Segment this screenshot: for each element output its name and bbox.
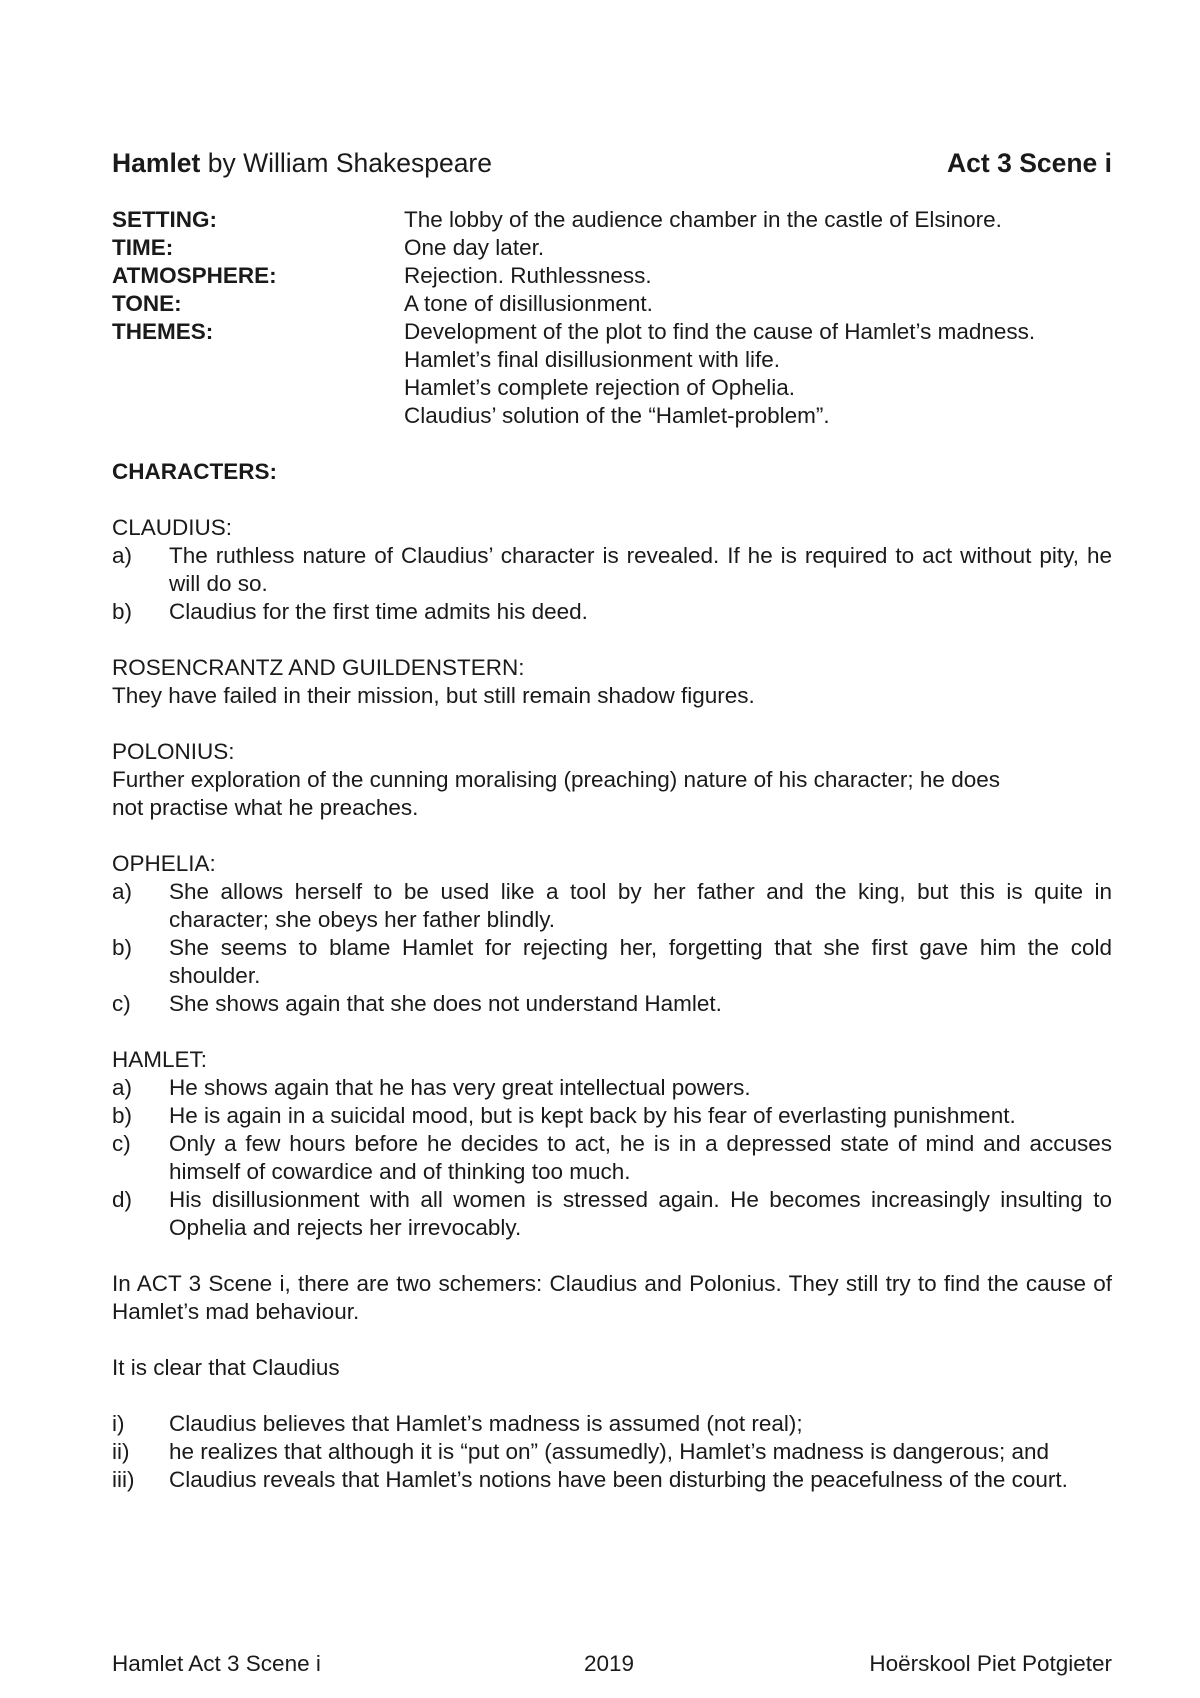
characters-heading: CHARACTERS: (112, 459, 277, 484)
list-marker: c) (112, 1131, 131, 1156)
meta-row (112, 234, 1112, 262)
list-item (112, 1410, 1112, 1438)
hamlet-section (112, 1046, 1112, 1242)
list-text: The ruthless nature of Claudius’ character is revealed. If he is required to act without pity, he will do so. (169, 543, 1112, 596)
character-name: ROSENCRANTZ AND GUILDENSTERN: (112, 655, 525, 680)
meta-value: Claudius’ solution of the “Hamlet-problem”. (404, 403, 830, 428)
page-title (112, 146, 492, 180)
list-marker: a) (112, 879, 133, 904)
character-text: They have failed in their mission, but still remain shadow figures. (112, 683, 755, 708)
meta-value: The lobby of the audience chamber in the castle of Elsinore. (404, 207, 1002, 232)
meta-row (112, 290, 1112, 318)
list-text: Claudius reveals that Hamlet’s notions have been disturbing the peacefulness of the court. (169, 1467, 1068, 1492)
footer-left: Hamlet Act 3 Scene i (112, 1651, 321, 1676)
meta-value: Hamlet’s complete rejection of Ophelia. (404, 375, 796, 400)
document-body (112, 146, 1112, 1494)
list-text: He shows again that he has very great intellectual powers. (169, 1075, 751, 1100)
meta-value: Rejection. Ruthlessness. (404, 263, 652, 288)
list-item (112, 1074, 1112, 1102)
list-item (112, 598, 1112, 626)
paragraph-text: It is clear that Claudius (112, 1355, 340, 1380)
list-marker: b) (112, 1103, 133, 1128)
list-text: She seems to blame Hamlet for rejecting her, forgetting that she first gave him the cold shoulder. (169, 935, 1112, 988)
character-name: POLONIUS: (112, 739, 235, 764)
meta-label (112, 402, 404, 430)
list-marker: b) (112, 935, 133, 960)
list-marker: i) (112, 1411, 125, 1436)
clear-intro-paragraph (112, 1354, 1112, 1382)
list-item (112, 1130, 1112, 1186)
list-text: She shows again that she does not understand Hamlet. (169, 991, 722, 1016)
meta-label (112, 346, 404, 374)
list-marker: c) (112, 991, 131, 1016)
meta-label: THEMES: (112, 319, 214, 344)
list-text: Claudius believes that Hamlet’s madness is assumed (not real); (169, 1411, 803, 1436)
character-name: OPHELIA: (112, 851, 216, 876)
rosencrantz-section (112, 654, 1112, 710)
list-marker: a) (112, 543, 133, 568)
scene-label: Act 3 Scene i (947, 148, 1112, 178)
title-rest: by William Shakespeare (200, 148, 492, 178)
title-bold: Hamlet (112, 148, 201, 178)
meta-row (112, 402, 1112, 430)
list-item (112, 1186, 1112, 1242)
paragraph-text: In ACT 3 Scene i, there are two schemers: Claudius and Polonius. They still try to find the cause of Hamlet’s mad behaviour. (112, 1271, 1112, 1324)
meta-value: Hamlet’s final disillusionment with life. (404, 347, 780, 372)
list-text: Only a few hours before he decides to act, he is in a depressed state of mind and accuses himself of cowardice and of thinking too much. (169, 1131, 1112, 1184)
meta-table (112, 206, 1112, 430)
meta-row (112, 262, 1112, 290)
list-item (112, 542, 1112, 598)
claudius-conclusions-list (112, 1410, 1112, 1494)
character-list (112, 542, 1112, 626)
list-marker: a) (112, 1075, 133, 1100)
list-item (112, 1466, 1112, 1494)
footer-right: Hoërskool Piet Potgieter (869, 1651, 1112, 1676)
character-list (112, 1074, 1112, 1242)
document-header (112, 146, 1112, 180)
meta-label: SETTING: (112, 207, 217, 232)
ophelia-section (112, 850, 1112, 1018)
schemers-paragraph (112, 1270, 1112, 1326)
meta-row (112, 374, 1112, 402)
character-list (112, 878, 1112, 1018)
meta-value: One day later. (404, 235, 545, 260)
meta-label: ATMOSPHERE: (112, 263, 277, 288)
footer-center: 2019 (584, 1651, 635, 1676)
list-item (112, 990, 1112, 1018)
meta-value: Development of the plot to find the cause of Hamlet’s madness. (404, 319, 1036, 344)
character-text: Further exploration of the cunning moralising (preaching) nature of his character; he does not practise what he preaches. (112, 767, 1000, 820)
polonius-section (112, 738, 1112, 822)
list-text: Claudius for the first time admits his deed. (169, 599, 588, 624)
list-text: She allows herself to be used like a tool by her father and the king, but this is quite in character; she obeys her father blindly. (169, 879, 1112, 932)
character-name: CLAUDIUS: (112, 515, 233, 540)
meta-row (112, 318, 1112, 346)
meta-row (112, 206, 1112, 234)
list-item (112, 1438, 1112, 1466)
list-item (112, 934, 1112, 990)
list-item (112, 1102, 1112, 1130)
meta-label (112, 374, 404, 402)
list-text: he realizes that although it is “put on” (assumedly), Hamlet’s madness is dangerous; and (169, 1439, 1050, 1464)
character-name: HAMLET: (112, 1047, 208, 1072)
list-marker: d) (112, 1187, 133, 1212)
meta-label: TONE: (112, 291, 182, 316)
list-marker: ii) (112, 1439, 130, 1464)
list-item (112, 878, 1112, 934)
meta-label: TIME: (112, 235, 174, 260)
list-marker: iii) (112, 1467, 135, 1492)
list-marker: b) (112, 599, 133, 624)
list-text: He is again in a suicidal mood, but is kept back by his fear of everlasting punishment. (169, 1103, 1016, 1128)
page-footer (112, 1650, 1112, 1678)
meta-row (112, 346, 1112, 374)
meta-value: A tone of disillusionment. (404, 291, 653, 316)
list-text: His disillusionment with all women is stressed again. He becomes increasingly insulting to Ophelia and rejects her irrevocably. (169, 1187, 1112, 1240)
claudius-section (112, 514, 1112, 626)
